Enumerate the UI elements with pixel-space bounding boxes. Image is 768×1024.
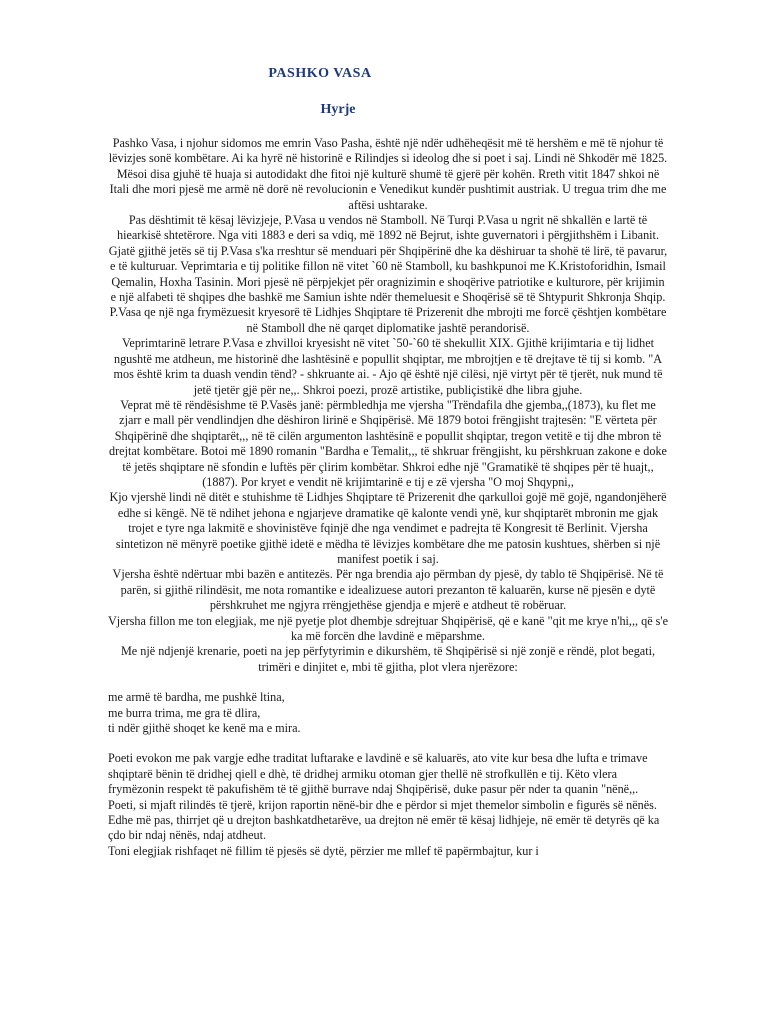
paragraph-elegiac-tone: Vjersha fillon me ton elegjiak, me një pyetje plot dhembje sdrejtuar Shqipërisë, që e kanë "qit me krye n'hi,,, që s'e ka më forcën dhe lavdinë e mëparshme. — [108, 613, 669, 643]
paragraph-traditions: Poeti evokon me pak vargje edhe traditat luftarake e lavdinë e së kaluarës, ato vite kur besa dhe lufta e trimave shqiptarë bënin të dridhej qiell e dhè, të dridhej armiku otoman gjer thellë në strofkullën e tij. Këto vlera frymëzonin respekt të pakufishëm të të gjithë burrave ndaj Shqipërisë, duke pasur për nder ta quanin "nënë,,. Poeti, si mjaft rilindës të tjerë, krijon raportin nënë-bir dhe e përdor si mjet themelor simbolin e figurës së nënës. Edhe më pas, thirrjet që u drejton bashkatdhetarëve, ua drejton në emër të kësaj lidhjeje, në emër të detyrës që ka çdo bir ndaj nënës, ndaj atdheut. — [108, 751, 660, 843]
paragraph-works: Veprat më të rëndësishme të P.Vasës janë: përmbledhja me vjersha "Trëndafila dhe gjemba,,(1873), ku flet me zjarr e mall për vendlindjen dhe dëshiron lirinë e Shqipërisë. Më 1879 botoi frëngjisht trajtesën: "E vërteta për Shqipërinë dhe shqiptarët,,, në të cilën argumenton lashtësinë e popullit shqiptar, tregon vetitë e tij dhe mbron të drejtat kombëtare. Botoi më 1890 romanin "Bardha e Temalit,,, të shkruar frëngjisht, ku përshkruan zakone e doke të jetës shqiptare në sfondin e luftës për çlirim kombëtar. Shkroi edhe një "Gramatikë të shqipes për të huajt,,(1887). Por kryet e vendit në krijimtarinë e tij e zë vjersha "O moj Shqypni,, — [109, 397, 667, 489]
paragraph-pride: Me një ndjenjë krenarie, poeti na jep përfytyrimin e dikurshëm, të Shqipërisë si një zonjë e rëndë, plot begati, trimëri e dinjitet e, mbi të gjitha, plot vlera njerëzore: — [120, 644, 656, 674]
paragraph-intro: Pashko Vasa, i njohur sidomos me emrin Vaso Pasha, është një ndër udhëheqësit më të hershëm e më të njohur të lëvizjes sonë kombëtare. Ai ka hyrë në historinë e Rilindjes si ideolog dhe si poet i saj. Lindi në Shkodër më 1825. Mësoi disa gjuhë të huaja si autodidakt dhe fitoi një kulturë shumë të gjerë për kohën. Rreth vitit 1847 shkoi në Itali dhe mori pjesë me armë në dorë në revolucionin e Venedikut kundër pushtimit austriak. U tregua trim dhe me aftësi ushtarake. — [108, 136, 668, 212]
paragraph-second-part: Toni elegjiak rishfaqet në fillim të pjesës së dytë, përzier me mllef të papërmbajtur, kur i — [108, 843, 539, 858]
verse-line: ti ndër gjithë shoqet ke kenë ma e mira. — [108, 721, 301, 736]
section-heading: Hyrje — [320, 102, 356, 117]
spacer — [108, 736, 668, 751]
paragraph-stamboll: Pas dështimit të kësaj lëvizjeje, P.Vasa u vendos në Stamboll. Në Turqi P.Vasa u ngrit në shkallën e lartë të hiearkisë shtetërore. Nga viti 1883 e deri sa vdiq, më 1892 në Bejrut, ishte guvernatori i përgjithshëm i Libanit. Gjatë gjithë jetës së tij P.Vasa s'ka rreshtur së menduari për Shqipërinë dhe ka dëshiruar ta shohë të lirë, të pavarur, e të kulturuar. Veprimtaria e tij politike fillon në vitet `60 në Stamboll, ku bashkpunoi me K.Kristoforidhin, Ismail Qemalin, Hoxha Tasinin. Mori pjesë në përpjekjet për oragnizimin e shoqërive patriotike e kulturore, për krijimin e një alfabeti të shqipes dhe bashkë me Samiun ishte ndër themeluesit e Shoqërisë së të Shtypurit Shkronja Shqip. P.Vasa qe një nga frymëzuesit kryesorë të Lidhjes Shqiptare të Prizerenit dhe mbrojti me forcë çështjen kombëtare në Stamboll dhe në qarqet diplomatike jashtë perandorisë. — [108, 213, 668, 335]
paragraph-literary-activity: Veprimtarinë letrare P.Vasa e zhvilloi kryesisht në vitet `50-`60 të shekullit XIX. Gjithë krijimtaria e tij lidhet ngushtë me atdheun, me historinë dhe lashtësinë e popullit shqiptar, me mbrojtjen e të drejtave të tij si komb. "A mos është krim ta duash vendin tënd? - shkruante ai. - Ajo që është një cilësi, një virtyt për të tjerët, nuk mund të jetë tjetër gjë për ne,,. Shkroi poezi, prozë artistike, publiçistikë dhe libra gjuhe. — [113, 336, 663, 397]
document-title: PASHKO VASA — [268, 66, 372, 81]
spacer — [108, 675, 668, 690]
paragraph-poem-origin: Kjo vjershë lindi në ditët e stuhishme të Lidhjes Shqiptare të Prizerenit dhe qarkulloi gojë më gojë, ngandonjëherë edhe si këngë. Në të ndihet jehona e ngjarjeve dramatike që kalonte vendi ynë, kur shqiptarët mbronin me gjak trojet e tyre nga lakmitë e shovinistëve fqinjë dhe nga vendimet e padrejta të Kongresit të Berlinit. Vjersha sintetizon në mënyrë poetike gjithë idetë e mëdha të lëvizjes kombëtare dhe me patosin kushtues, shërben si një manifest poetik i saj. — [109, 490, 667, 566]
paragraph-antithesis: Vjersha është ndërtuar mbi bazën e antitezës. Për nga brendia ajo përmban dy pjesë, dy tablo të Shqipërisë. Në të parën, si gjithë rilindësit, me nota romantike e idealizuese autori prezanton të kaluarën, kurse në pjesën e dytë përshkruhet me ngjyra rrëngjethëse gjendja e mjerë e atdheut të robëruar. — [112, 567, 664, 613]
verse-line: me burra trima, me gra të dlira, — [108, 705, 261, 720]
verse-line: me armë të bardha, me pushkë ltina, — [108, 690, 285, 705]
document-body — [108, 136, 668, 859]
